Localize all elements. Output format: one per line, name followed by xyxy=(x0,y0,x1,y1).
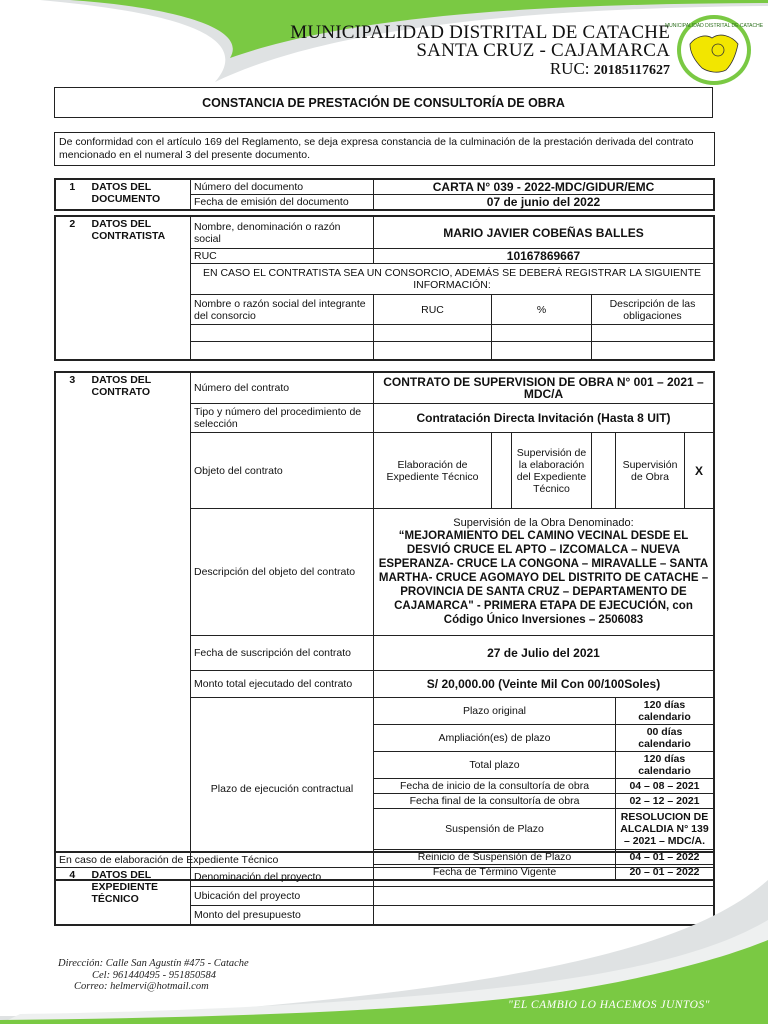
object-check-expediente xyxy=(492,433,512,509)
plazo-row-value: 120 días calendario xyxy=(616,752,714,779)
section-3-number: 3 xyxy=(56,373,89,880)
plazo-row-value: 02 – 12 – 2021 xyxy=(616,794,714,809)
contract-object-label: Objeto del contrato xyxy=(191,433,374,509)
signing-date-label: Fecha de suscripción del contrato xyxy=(191,636,374,671)
consorcio-col-obligations: Descripción de las obligaciones xyxy=(592,295,714,325)
doc-date-value: 07 de junio del 2022 xyxy=(374,195,714,210)
plazo-row-label: Reinicio de Suspensión de Plazo xyxy=(374,850,616,865)
plazo-row-label: Total plazo xyxy=(374,752,616,779)
section-2-contractor xyxy=(54,215,715,361)
footer-address-line: Dirección: Calle San Agustín #475 - Catache xyxy=(58,958,249,969)
object-option-supervision-expediente: Supervisión de la elaboración del Expediente Técnico xyxy=(512,433,592,509)
logo-arc-text: MUNICIPALIDAD DISTRITAL DE CATACHE xyxy=(664,23,764,29)
plazo-label: Plazo de ejecución contractual xyxy=(191,698,374,880)
project-name-label: Denominación del proyecto xyxy=(191,868,374,887)
section-3-contract xyxy=(54,371,715,881)
consorcio-note: EN CASO EL CONTRATISTA SEA UN CONSORCIO, ADEMÁS SE DEBERÁ REGISTRAR LA SIGUIENTE INFORMACIÓN: xyxy=(191,264,714,295)
project-location-label: Ubicación del proyecto xyxy=(191,887,374,906)
doc-number-label: Número del documento xyxy=(191,180,374,195)
consorcio-cell xyxy=(492,342,592,360)
plazo-row-value: 20 – 01 – 2022 xyxy=(616,865,714,880)
contractor-name-value: MARIO JAVIER COBEÑAS BALLES xyxy=(374,217,714,249)
plazo-row-value: 04 – 01 – 2022 xyxy=(616,850,714,865)
section-2-title: DATOS DEL CONTRATISTA xyxy=(89,217,191,360)
description-intro: Supervisión de la Obra Denominado: xyxy=(453,517,634,529)
consorcio-cell xyxy=(492,325,592,342)
plazo-row-value: 120 días calendario xyxy=(616,698,714,725)
section-4-number: 4 xyxy=(56,868,89,925)
contract-number-label: Número del contrato xyxy=(191,373,374,404)
section-4-caption: En caso de elaboración de Expediente Técnico xyxy=(56,853,714,868)
contractor-ruc-value: 10167869667 xyxy=(374,249,714,264)
section-1-number: 1 xyxy=(56,180,89,210)
header-line-2: SANTA CRUZ - CAJAMARCA xyxy=(416,40,670,61)
municipality-logo xyxy=(664,14,764,86)
doc-number-value: CARTA N° 039 - 2022-MDC/GIDUR/EMC xyxy=(374,180,714,195)
contractor-ruc-label: RUC xyxy=(191,249,374,264)
consorcio-cell xyxy=(374,342,492,360)
consorcio-cell xyxy=(191,342,374,360)
procedure-value: Contratación Directa Invitación (Hasta 8 UIT) xyxy=(374,404,714,433)
object-option-expediente: Elaboración de Expediente Técnico xyxy=(374,433,492,509)
section-1-title: DATOS DEL DOCUMENTO xyxy=(89,180,191,210)
plazo-row-value: RESOLUCION DE ALCALDIA N° 139 – 2021 – MDC/A. xyxy=(616,809,714,850)
amount-value: S/ 20,000.00 (Veinte Mil Con 00/100Soles) xyxy=(374,671,714,698)
intro-paragraph: De conformidad con el artículo 169 del Reglamento, se deja expresa constancia de la culminación de la prestación derivada del contrato mencionado en el numeral 3 del presente documento. xyxy=(54,132,715,166)
document-title: CONSTANCIA DE PRESTACIÓN DE CONSULTORÍA DE OBRA xyxy=(54,87,713,118)
section-3-title: DATOS DEL CONTRATO xyxy=(89,373,191,880)
procedure-label: Tipo y número del procedimiento de selección xyxy=(191,404,374,433)
description-body: “MEJORAMIENTO DEL CAMINO VECINAL DESDE EL DESVIÓ CRUCE EL APTO – IZCOMALCA – NUEVA ESPERANZA- CRUCE LA CONGONA – MIRAVALLE – SANTA MARTHA- CRUCE AGOMAYO DEL DISTRITO DE CATACHE – PROVINCIA DE SANTA CRUZ – DEPARTAMENTO DE CAJAMARCA" - PRIMERA ETAPA DE EJECUCIÓN, con Código Único Inversiones – 2506083 xyxy=(378,530,709,626)
consorcio-cell xyxy=(592,325,714,342)
plazo-row-label: Fecha de inicio de la consultoría de obra xyxy=(374,779,616,794)
footer-slogan: "EL CAMBIO LO HACEMOS JUNTOS" xyxy=(508,999,710,1011)
footer-email: Correo: helmervi@hotmail.com xyxy=(74,981,209,992)
consorcio-cell xyxy=(592,342,714,360)
contractor-name-label: Nombre, denominación o razón social xyxy=(191,217,374,249)
object-check-supervision-obra: X xyxy=(685,433,714,509)
object-option-supervision-obra: Supervisión de Obra xyxy=(616,433,685,509)
plazo-row-value: 00 días calendario xyxy=(616,725,714,752)
consorcio-col-name: Nombre o razón social del integrante del consorcio xyxy=(191,295,374,325)
header-line-1: MUNICIPALIDAD DISTRITAL DE CATACHE xyxy=(290,22,670,43)
consorcio-col-percent: % xyxy=(492,295,592,325)
doc-date-label: Fecha de emisión del documento xyxy=(191,195,374,210)
section-1-document xyxy=(54,178,715,211)
plazo-row-value: 04 – 08 – 2021 xyxy=(616,779,714,794)
header-ruc xyxy=(290,60,670,80)
contract-description-label: Descripción del objeto del contrato xyxy=(191,509,374,636)
budget-label: Monto del presupuesto xyxy=(191,906,374,925)
object-check-supervision-expediente xyxy=(592,433,616,509)
consorcio-cell xyxy=(374,325,492,342)
footer-phone: Cel: 961440495 - 951850584 xyxy=(92,969,216,981)
header-ruc-label: RUC: xyxy=(549,59,590,78)
plazo-row-label: Plazo original xyxy=(374,698,616,725)
plazo-row-label: Suspensión de Plazo xyxy=(374,809,616,850)
section-2-number: 2 xyxy=(56,217,89,360)
plazo-row-label: Ampliación(es) de plazo xyxy=(374,725,616,752)
header-title-block xyxy=(290,24,670,80)
plazo-row-label: Fecha de Término Vigente xyxy=(374,865,616,880)
contract-number-value: CONTRATO DE SUPERVISION DE OBRA N° 001 – 2021 – MDC/A xyxy=(374,373,714,404)
consorcio-cell xyxy=(191,325,374,342)
contract-description-cell xyxy=(374,509,714,636)
amount-label: Monto total ejecutado del contrato xyxy=(191,671,374,698)
plazo-row-label: Fecha final de la consultoría de obra xyxy=(374,794,616,809)
signing-date-value: 27 de Julio del 2021 xyxy=(374,636,714,671)
consorcio-col-ruc: RUC xyxy=(374,295,492,325)
footer-address xyxy=(58,958,249,993)
section-4-title: DATOS DEL EXPEDIENTE TÉCNICO xyxy=(89,868,191,925)
header-ruc-value: 20185117627 xyxy=(593,63,670,78)
